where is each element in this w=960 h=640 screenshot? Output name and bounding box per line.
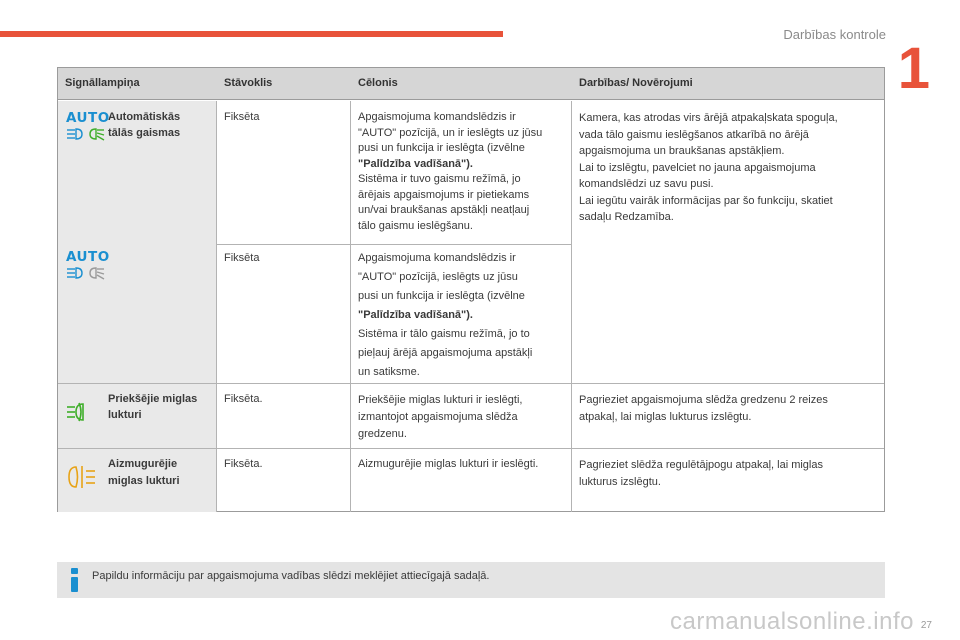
front-fog-light-icon xyxy=(66,402,92,429)
state-cell: Fiksēta. xyxy=(224,458,263,470)
state-cell: Fiksēta xyxy=(224,111,260,123)
col-header-signal: Signāllampiņa xyxy=(65,77,140,89)
table-header xyxy=(58,68,884,100)
row-label: Automātiskās tālās gaismas xyxy=(108,111,181,139)
divider xyxy=(216,244,571,245)
info-icon xyxy=(64,566,86,594)
col-header-cause: Cēlonis xyxy=(358,77,398,89)
row-label: Priekšējie miglas lukturi xyxy=(108,393,198,421)
rear-fog-light-icon xyxy=(67,465,97,494)
warning-lights-table xyxy=(57,67,885,512)
state-cell: Fiksēta xyxy=(224,252,260,264)
col-header-state: Stāvoklis xyxy=(224,77,273,89)
top-accent-bar xyxy=(0,31,503,37)
divider xyxy=(58,448,884,449)
cause-cell: Apgaismojuma komandslēdzis ir "AUTO" pozīcijā, ieslēgts uz jūsu pusi un funkcija ir ieslēgta (izvēlne "Palīdzība vadīšanā"). Sistēma ir tālo gaismu režīmā, jo to pieļauj ārējā apgaismojuma apstākļi un satiksme. xyxy=(358,252,533,378)
cause-cell: Aizmugurējie miglas lukturi ir ieslēgti. xyxy=(358,458,539,470)
bold-quote: "Palīdzība vadīšanā"). xyxy=(358,157,473,170)
divider xyxy=(58,383,884,384)
row-label: Aizmugurējie miglas lukturi xyxy=(108,458,180,487)
action-cell: Pagrieziet slēdža regulētājpogu atpakaļ, lai miglas lukturus izslēgtu. xyxy=(579,459,823,488)
page-number: 27 xyxy=(920,620,932,631)
auto-high-beam-standby-icon: AUTO xyxy=(66,251,110,284)
info-note xyxy=(57,562,885,598)
cause-cell: Priekšējie miglas lukturi ir ieslēgti, izmantojot apgaismojuma slēdža gredzenu. xyxy=(358,394,523,440)
chapter-number: 1 xyxy=(897,36,930,101)
cause-cell: Apgaismojuma komandslēdzis ir "AUTO" pozīcijā, un ir ieslēgts uz jūsu pusi un funkcija ir ieslēgta (izvēlne "Palīdzība vadīšanā"). Sistēma ir tuvo gaismu režīmā, jo ārējais apgaismojums ir pietiekams un/vai braukšanas apstākļi neatļauj tālo gaismu ieslēgšanu. xyxy=(358,110,568,234)
divider xyxy=(571,101,572,512)
watermark: carmanualsonline.info xyxy=(670,608,914,635)
col-header-action: Darbības/ Novērojumi xyxy=(579,77,693,89)
divider xyxy=(216,101,217,512)
action-cell: Pagrieziet apgaismojuma slēdža gredzenu 2 reizes atpakaļ, lai miglas lukturus izslēgtu. xyxy=(579,394,828,423)
auto-high-beam-on-icon: AUTO xyxy=(66,112,110,145)
section-title: Darbības kontrole xyxy=(783,27,886,42)
state-cell: Fiksēta. xyxy=(224,393,263,405)
divider xyxy=(350,101,351,512)
label-column-bg xyxy=(58,101,216,512)
action-cell: Kamera, kas atrodas virs ārējā atpakaļskata spoguļa, vada tālo gaismu ieslēgšanos atkarībā no ārējā apgaismojuma un braukšanas apstākļiem. Lai to izslēgtu, pavelciet no jauna apgaismojuma komandslēdzi uz savu pusi. Lai iegūtu vairāk informācijas par šo funkciju, skatiet sadaļu Redzamība. xyxy=(579,112,838,223)
info-text: Papildu informāciju par apgaismojuma vadības slēdzi meklējiet attiecīgajā sadaļā. xyxy=(92,570,490,582)
